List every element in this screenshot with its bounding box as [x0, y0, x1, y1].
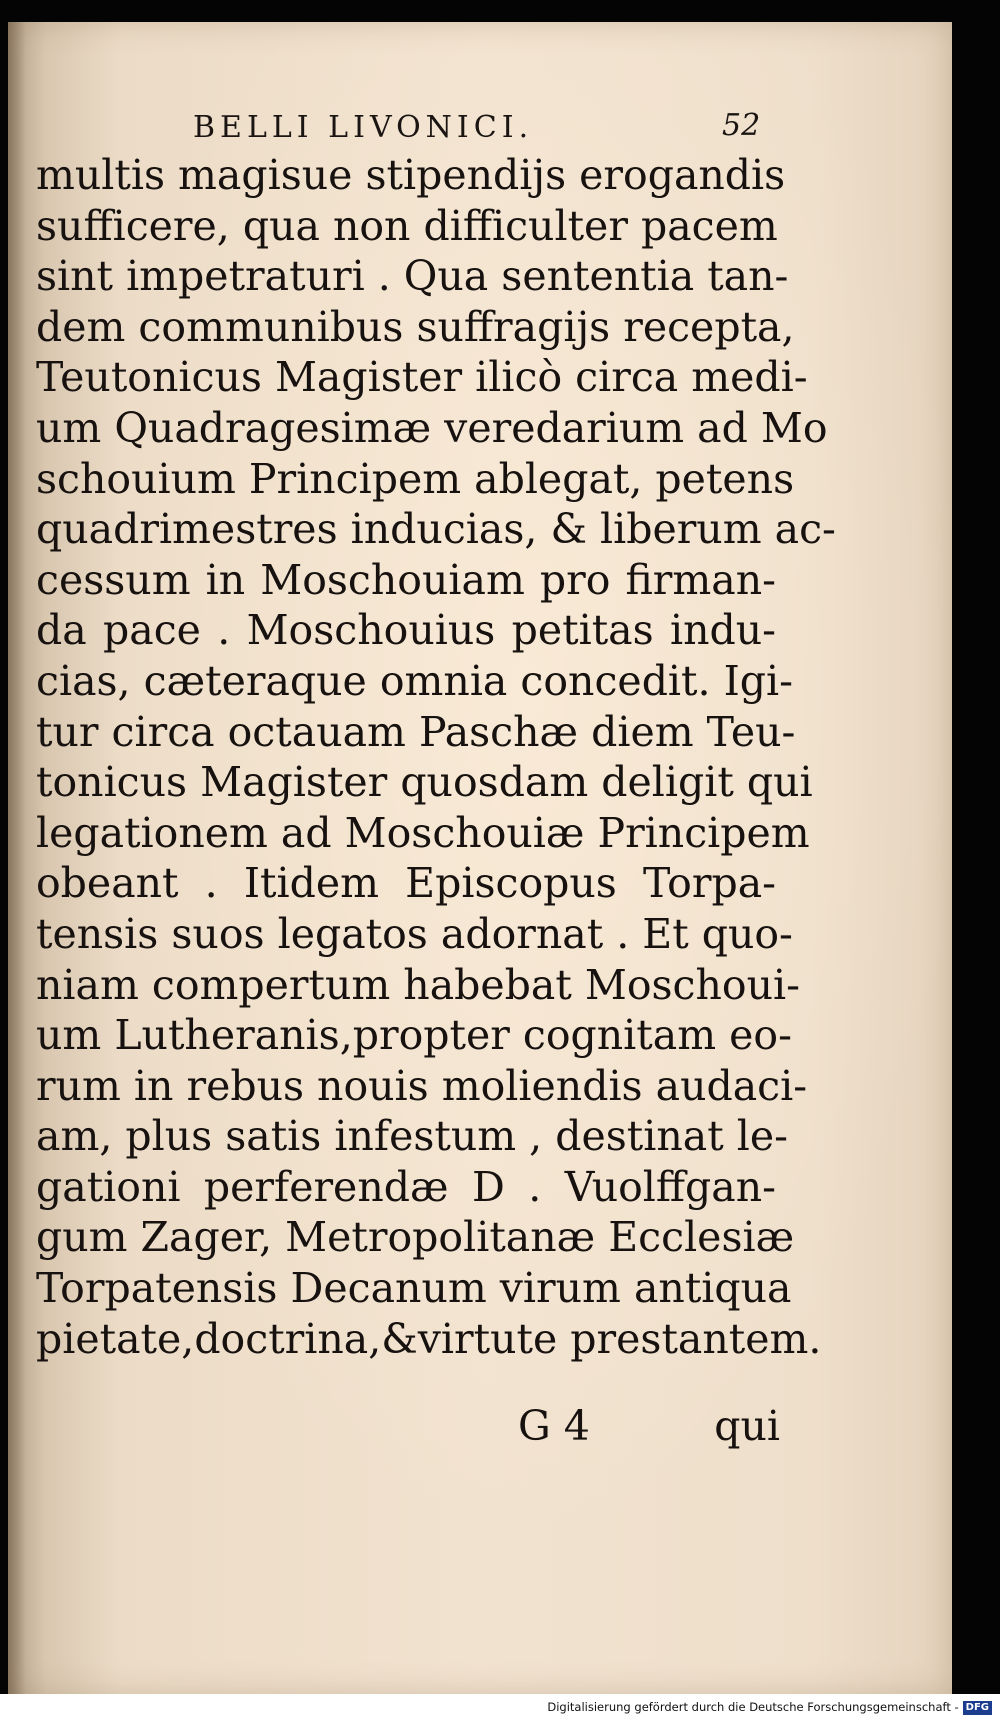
body-text	[36, 150, 836, 1364]
text-line: niam compertum habebat Moschoui-	[36, 960, 800, 1009]
text-line: schouium Principem ablegat, petens	[36, 454, 795, 503]
book-page	[8, 22, 952, 1694]
text-line: pietate,doctrina,&virtute prestantem.	[36, 1314, 822, 1363]
text-line: Teutonicus Magister ilicò circa medi-	[36, 353, 808, 402]
text-line: dem communibus suffragijs recepta,	[36, 302, 795, 351]
text-line: am, plus satis infestum , destinat le-	[36, 1112, 788, 1161]
text-line: um Quadragesimæ veredarium ad Mo	[36, 403, 828, 452]
dfg-logo: DFG	[963, 1701, 992, 1715]
footer-credit	[547, 1700, 992, 1715]
footer-credit-text: Digitalisierung gefördert durch die Deutsche Forschungsgemeinschaft -	[547, 1700, 959, 1714]
text-line: legationem ad Moschouiæ Principem	[36, 808, 810, 857]
footer-bar	[0, 1694, 1000, 1722]
text-line: multis magisue stipendijs erogandis	[36, 151, 786, 199]
text-line: cias, cæteraque omnia concedit. Igi-	[36, 656, 793, 705]
catchword: qui	[714, 1402, 780, 1450]
page-gutter-shadow	[8, 22, 26, 1694]
text-line: um Lutheranis,propter cognitam eo-	[36, 1011, 792, 1060]
text-line: Torpatensis Decanum virum antiqua	[36, 1264, 792, 1313]
text-line: tensis suos legatos adornat . Et quo-	[36, 909, 793, 958]
text-line: da pace . Moschouius petitas indu-	[36, 606, 776, 655]
page-number: 52	[722, 108, 761, 143]
running-title: BELLI LIVONICI.	[193, 110, 534, 145]
text-line: obeant . Itidem Episcopus Torpa-	[36, 859, 776, 908]
text-line: tonicus Magister quosdam deligit qui	[36, 758, 813, 807]
text-line: gationi perferendæ D . Vuolffgan-	[36, 1162, 776, 1211]
text-line: cessum in Moschouiam pro firman-	[36, 555, 776, 604]
signature-mark: G 4	[518, 1402, 590, 1450]
text-line: sufficere, qua non difficulter pacem	[36, 201, 778, 250]
text-line: rum in rebus nouis moliendis audaci-	[36, 1061, 808, 1110]
catchline	[518, 1402, 780, 1454]
text-line: tur circa octauam Paschæ diem Teu-	[36, 707, 796, 756]
text-line: gum Zager, Metropolitanæ Ecclesiæ	[36, 1213, 795, 1262]
text-line: quadrimestres inducias, & liberum ac-	[36, 505, 836, 554]
text-line: sint impetraturi . Qua sententia tan-	[36, 252, 789, 301]
